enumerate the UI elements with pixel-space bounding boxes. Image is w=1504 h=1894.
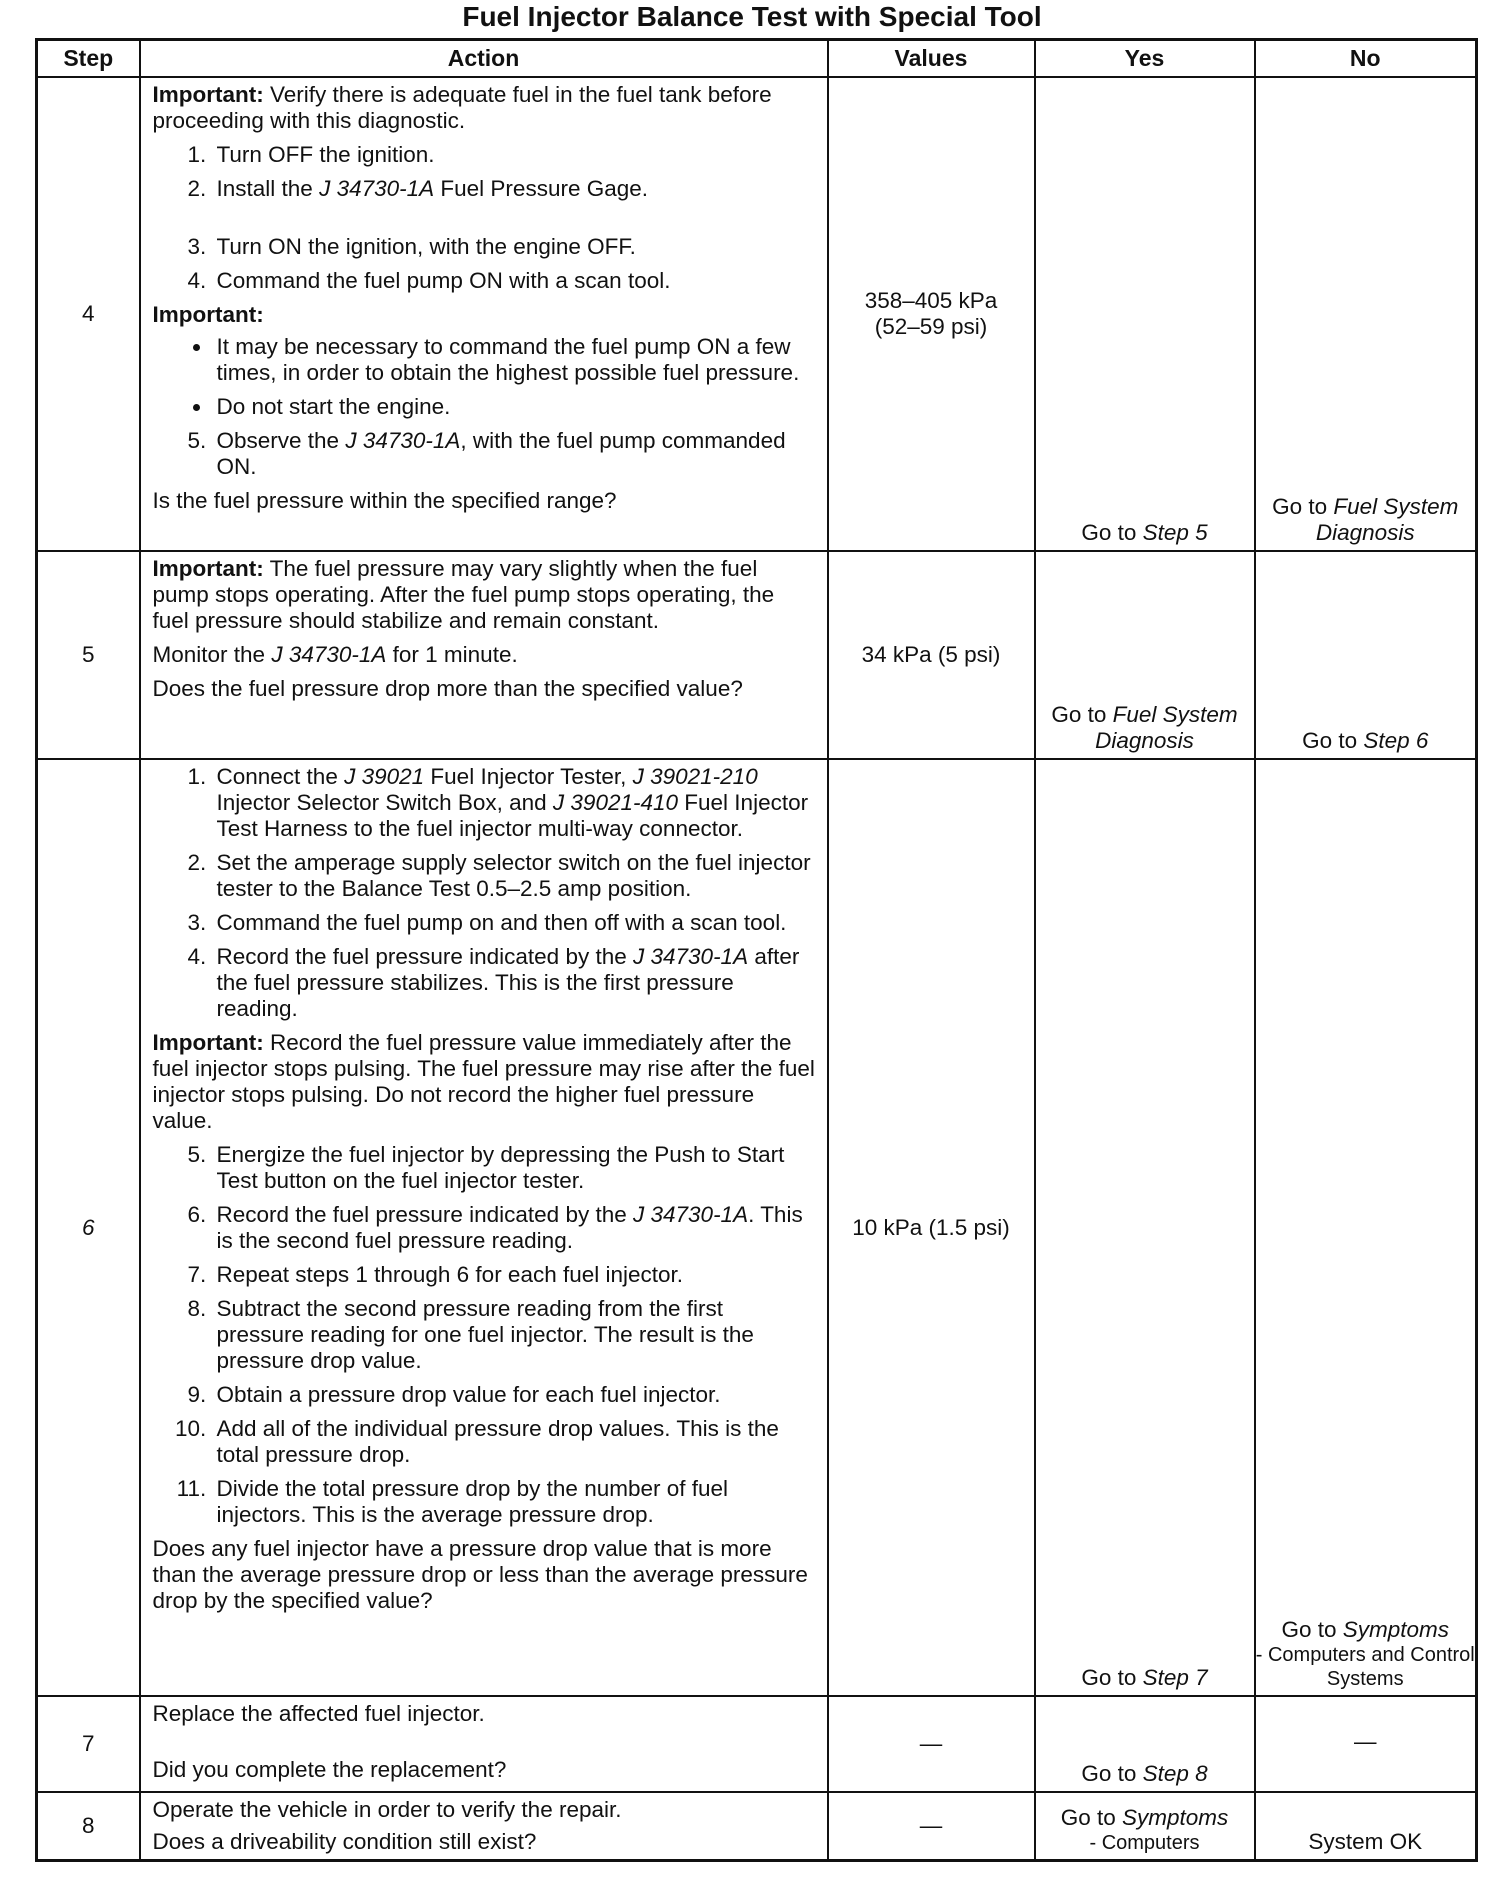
tool-name: J 34730-1A xyxy=(345,428,461,453)
table-row xyxy=(37,1696,1477,1792)
step-number: 8 xyxy=(37,1792,140,1861)
important-note xyxy=(153,82,817,134)
goto-link[interactable]: Symptoms xyxy=(1122,1805,1229,1830)
important-label: Important: xyxy=(152,556,264,581)
tool-name: J 39021-210 xyxy=(632,764,758,789)
procedure-step: 10. Add all of the individual pressure drop values. This is the total pressure drop. xyxy=(213,1416,817,1468)
action-cell xyxy=(140,77,828,551)
values-cell: 10 kPa (1.5 psi) xyxy=(828,759,1035,1696)
values-cell xyxy=(828,77,1035,551)
instruction: Replace the affected fuel injector. xyxy=(152,1701,485,1726)
diagnostic-table xyxy=(35,38,1478,1862)
action-cell xyxy=(140,1696,828,1792)
goto-link[interactable]: Step 6 xyxy=(1363,728,1429,753)
important-note xyxy=(153,1030,817,1134)
question: Is the fuel pressure within the specified range? xyxy=(152,488,617,513)
page-title: Fuel Injector Balance Test with Special Tool xyxy=(462,1,1042,32)
tool-name: J 39021-410 xyxy=(552,790,679,815)
question: Does a driveability condition still exist? xyxy=(152,1829,537,1854)
procedure-step: 2. Set the amperage supply selector switch on the fuel injector tester to the Balance Test 0.5–2.5 amp position. xyxy=(213,850,817,902)
question: Does any fuel injector have a pressure drop value that is more than the average pressure drop or less than the average pressure drop by the specified value? xyxy=(152,1536,808,1613)
goto-link[interactable]: Step 7 xyxy=(1142,1665,1208,1690)
procedure-list xyxy=(153,1142,817,1528)
step-number: 6 xyxy=(37,759,140,1696)
yes-cell: Go to Step 8 xyxy=(1035,1696,1255,1792)
instruction: Operate the vehicle in order to verify the repair. xyxy=(152,1797,622,1822)
procedure-step: 8. Subtract the second pressure reading from the first pressure reading for one fuel injector. The result is the pressure drop value. xyxy=(213,1296,817,1374)
important-note xyxy=(153,556,817,634)
procedure-step: 2. Install the J 34730-1A Fuel Pressure Gage. xyxy=(213,176,817,202)
no-cell: Go to Fuel System Diagnosis xyxy=(1255,77,1477,551)
step-number: 4 xyxy=(37,77,140,551)
table-row xyxy=(37,77,1477,551)
goto-link[interactable]: Step 8 xyxy=(1142,1761,1208,1786)
important-note xyxy=(153,302,817,328)
procedure-step: 6. Record the fuel pressure indicated by the J 34730-1A. This is the second fuel pressure reading. xyxy=(213,1202,817,1254)
tool-name: J 34730-1A xyxy=(271,642,387,667)
procedure-step: 11. Divide the total pressure drop by the number of fuel injectors. This is the average pressure drop. xyxy=(213,1476,817,1528)
action-cell xyxy=(140,759,828,1696)
tool-name: J 39021 xyxy=(344,764,425,789)
tool-name: J 34730-1A xyxy=(633,944,749,969)
header-no: No xyxy=(1255,40,1477,78)
yes-cell: Go to Step 5 xyxy=(1035,77,1255,551)
procedure-list xyxy=(153,142,817,294)
values-cell: 34 kPa (5 psi) xyxy=(828,551,1035,759)
procedure-step: 5. Observe the J 34730-1A, with the fuel pump commanded ON. xyxy=(213,428,817,480)
important-text: Verify there is adequate fuel in the fuel tank before proceeding with this diagnostic. xyxy=(152,82,772,133)
goto-link[interactable]: Fuel System Diagnosis xyxy=(1315,494,1459,545)
values-cell: — xyxy=(828,1792,1035,1861)
header-step: Step xyxy=(37,40,140,78)
goto-link[interactable]: Step 5 xyxy=(1142,520,1208,545)
goto-link[interactable]: Fuel System Diagnosis xyxy=(1095,702,1238,753)
tool-name: J 34730-1A xyxy=(319,176,435,201)
goto-link[interactable]: Symptoms xyxy=(1342,1617,1450,1642)
no-cell: — xyxy=(1255,1696,1477,1792)
procedure-step: 4. Record the fuel pressure indicated by the J 34730-1A after the fuel pressure stabilizes. This is the first pressure reading. xyxy=(213,944,817,1022)
procedure-step: 9. Obtain a pressure drop value for each fuel injector. xyxy=(213,1382,817,1408)
procedure-step: 5. Energize the fuel injector by depressing the Push to Start Test button on the fuel injector tester. xyxy=(213,1142,817,1194)
important-label: Important: xyxy=(152,82,264,107)
important-label: Important: xyxy=(152,1030,264,1055)
no-cell: Go to Step 6 xyxy=(1255,551,1477,759)
tool-name: J 34730-1A xyxy=(633,1202,749,1227)
table-row xyxy=(37,759,1477,1696)
header-action: Action xyxy=(140,40,828,78)
procedure-list xyxy=(153,764,817,1022)
procedure-step: 4. Command the fuel pump ON with a scan tool. xyxy=(213,268,817,294)
important-label: Important: xyxy=(152,302,264,327)
goto-subtitle: - Computers and Control Systems xyxy=(1255,1644,1475,1690)
no-cell: Go to Symptoms - Computers and Control Systems xyxy=(1255,759,1477,1696)
procedure-step: 1. Connect the J 39021 Fuel Injector Tester, J 39021-210 Injector Selector Switch Box, and J 39021-410 Fuel Injector Test Harness to the fuel injector multi-way connector. xyxy=(213,764,817,842)
procedure-step: 3. Command the fuel pump on and then off with a scan tool. xyxy=(213,910,817,936)
yes-cell: Go to Symptoms - Computers xyxy=(1035,1792,1255,1861)
table-header-row xyxy=(37,40,1477,78)
important-text: Record the fuel pressure value immediately after the fuel injector stops pulsing. The fuel pressure may rise after the fuel injector stops pulsing. Do not record the higher fuel pressure value. xyxy=(152,1030,815,1133)
header-values: Values xyxy=(828,40,1035,78)
important-text: The fuel pressure may vary slightly when the fuel pump stops operating. After the fuel pump stops operating, the fuel pressure should stabilize and remain constant. xyxy=(152,556,775,633)
yes-cell: Go to Fuel System Diagnosis xyxy=(1035,551,1255,759)
value-kpa: 358–405 kPa xyxy=(864,288,998,313)
table-row xyxy=(37,1792,1477,1861)
no-cell: System OK xyxy=(1255,1792,1477,1861)
step-number: 5 xyxy=(37,551,140,759)
action-cell xyxy=(140,1792,828,1861)
procedure-step: 3. Turn ON the ignition, with the engine OFF. xyxy=(213,234,817,260)
question: Does the fuel pressure drop more than the specified value? xyxy=(152,676,743,701)
bullet-list xyxy=(153,334,817,420)
bullet-item: • Do not start the engine. xyxy=(213,394,817,420)
action-cell xyxy=(140,551,828,759)
header-yes: Yes xyxy=(1035,40,1255,78)
yes-cell: Go to Step 7 xyxy=(1035,759,1255,1696)
step-number: 7 xyxy=(37,1696,140,1792)
values-cell: — xyxy=(828,1696,1035,1792)
question: Did you complete the replacement? xyxy=(152,1757,507,1782)
procedure-step: 1. Turn OFF the ignition. xyxy=(213,142,817,168)
goto-subtitle: - Computers xyxy=(1089,1832,1200,1854)
value-psi: (52–59 psi) xyxy=(874,314,988,339)
table-row xyxy=(37,551,1477,759)
bullet-item: • It may be necessary to command the fuel pump ON a few times, in order to obtain the highest possible fuel pressure. xyxy=(213,334,817,386)
procedure-list xyxy=(153,428,817,480)
instruction: Monitor the J 34730-1A for 1 minute. xyxy=(152,642,518,667)
procedure-step: 7. Repeat steps 1 through 6 for each fuel injector. xyxy=(213,1262,817,1288)
